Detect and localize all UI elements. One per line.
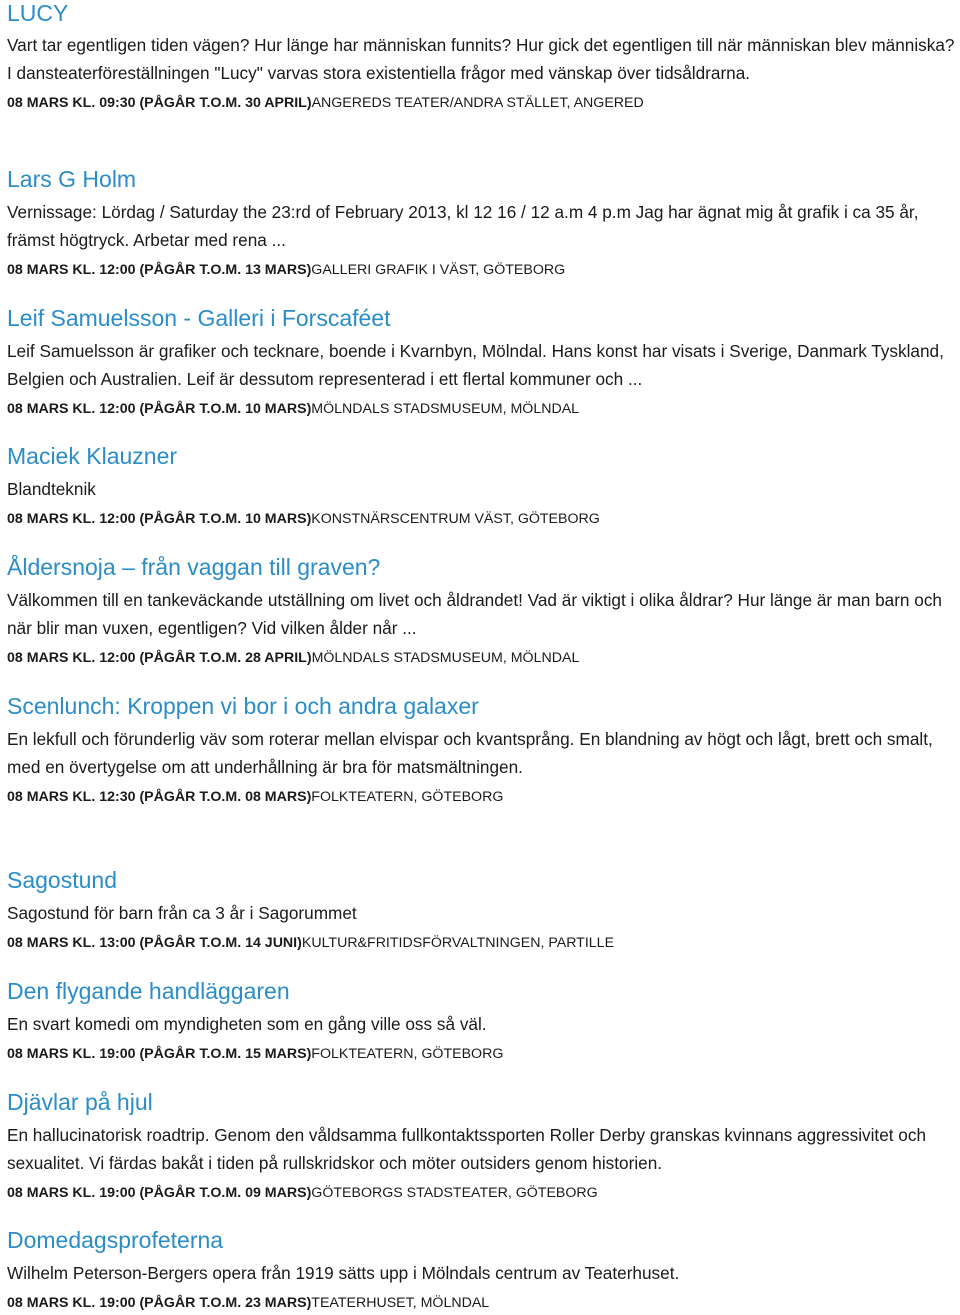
event-meta <box>7 1182 957 1204</box>
event-when: 08 MARS KL. 09:30 (PÅGÅR T.O.M. 30 APRIL) <box>7 95 312 111</box>
event-meta <box>7 1043 957 1065</box>
event-when: 08 MARS KL. 12:30 (PÅGÅR T.O.M. 08 MARS) <box>7 789 312 805</box>
event-meta <box>7 259 957 281</box>
event-title[interactable]: Domedagsprofeterna <box>7 1227 224 1253</box>
event-when: 08 MARS KL. 13:00 (PÅGÅR T.O.M. 14 JUNI) <box>7 935 302 951</box>
event-description: Vernissage: Lördag / Saturday the 23:rd of February 2013, kl 12 16 / 12 a.m 4 p.m Jag har ägnat mig åt grafik i ca 35 år, främst högtryck. Arbetar med rena ... <box>7 202 919 250</box>
event-description: Wilhelm Peterson-Bergers opera från 1919 sätts upp i Mölndals centrum av Teaterhuset. <box>7 1263 680 1283</box>
event-when: 08 MARS KL. 12:00 (PÅGÅR T.O.M. 10 MARS) <box>7 401 312 417</box>
event-title[interactable]: Lars G Holm <box>7 166 137 192</box>
event-item <box>7 305 957 420</box>
event-where: MÖLNDALS STADSMUSEUM, MÖLNDAL <box>311 401 580 417</box>
event-item <box>7 867 957 954</box>
event-where: KONSTNÄRSCENTRUM VÄST, GÖTEBORG <box>311 511 600 527</box>
event-description: Välkommen till en tankeväckande utställning om livet och åldrandet! Vad är viktigt i olika åldrar? Hur länge är man barn och när blir man vuxen, egentligen? Vid vilken ålder når ... <box>7 590 942 638</box>
event-item <box>7 693 957 808</box>
event-title[interactable]: Åldersnoja – från vaggan till graven? <box>7 554 381 580</box>
event-description: En lekfull och förunderlig väv som roterar mellan elvispar och kvantsprång. En blandning av högt och lågt, brett och smalt, med en övertygelse om att underhållning är bra för matsmältningen. <box>7 729 933 777</box>
event-meta <box>7 647 957 669</box>
event-meta <box>7 1292 957 1314</box>
event-description: Blandteknik <box>7 479 96 499</box>
event-when: 08 MARS KL. 12:00 (PÅGÅR T.O.M. 28 APRIL) <box>7 650 312 666</box>
event-description: En hallucinatorisk roadtrip. Genom den våldsamma fullkontaktssporten Roller Derby granskas kvinnans aggressivitet och sexualitet. Vi färdas bakåt i tiden på rullskridskor och möter outsiders genom historien. <box>7 1125 927 1173</box>
event-title[interactable]: Sagostund <box>7 867 117 893</box>
event-meta <box>7 508 957 530</box>
event-meta <box>7 786 957 808</box>
event-where: FOLKTEATERN, GÖTEBORG <box>311 1046 504 1062</box>
event-description: Vart tar egentligen tiden vägen? Hur länge har människan funnits? Hur gick det egentligen till när människan blev människa? I dansteaterföreställningen "Lucy" varvas stora existentiella frågor med vänskap över tidsåldrarna. <box>7 35 955 83</box>
event-where: KULTUR&FRITIDSFÖRVALTNINGEN, PARTILLE <box>301 935 615 951</box>
event-meta <box>7 398 957 420</box>
event-where: TEATERHUSET, MÖLNDAL <box>311 1295 490 1311</box>
event-where: ANGEREDS TEATER/ANDRA STÄLLET, ANGERED <box>311 95 644 111</box>
event-title[interactable]: Djävlar på hjul <box>7 1089 153 1115</box>
event-description: Sagostund för barn från ca 3 år i Sagorummet <box>7 903 357 923</box>
event-item <box>7 443 957 530</box>
event-item <box>7 1227 957 1314</box>
event-when: 08 MARS KL. 19:00 (PÅGÅR T.O.M. 09 MARS) <box>7 1185 312 1201</box>
event-title[interactable]: Maciek Klauzner <box>7 443 178 469</box>
event-description: En svart komedi om myndigheten som en gång ville oss så väl. <box>7 1014 487 1034</box>
event-title[interactable]: Leif Samuelsson - Galleri i Forscaféet <box>7 305 391 331</box>
event-where: MÖLNDALS STADSMUSEUM, MÖLNDAL <box>311 650 580 666</box>
event-meta <box>7 932 957 954</box>
event-when: 08 MARS KL. 19:00 (PÅGÅR T.O.M. 23 MARS) <box>7 1295 312 1311</box>
event-when: 08 MARS KL. 12:00 (PÅGÅR T.O.M. 10 MARS) <box>7 511 312 527</box>
event-where: GALLERI GRAFIK I VÄST, GÖTEBORG <box>311 262 566 278</box>
event-item <box>7 1089 957 1204</box>
event-description: Leif Samuelsson är grafiker och tecknare, boende i Kvarnbyn, Mölndal. Hans konst har visats i Sverige, Danmark Tyskland, Belgien och Australien. Leif är dessutom representerad i ett flertal kommuner och ... <box>7 341 944 389</box>
event-title[interactable]: LUCY <box>7 0 69 26</box>
event-where: FOLKTEATERN, GÖTEBORG <box>311 789 504 805</box>
event-item <box>7 0 957 114</box>
event-title[interactable]: Den flygande handläggaren <box>7 978 290 1004</box>
event-title[interactable]: Scenlunch: Kroppen vi bor i och andra galaxer <box>7 693 479 719</box>
event-when: 08 MARS KL. 12:00 (PÅGÅR T.O.M. 13 MARS) <box>7 262 312 278</box>
event-meta <box>7 92 957 114</box>
event-when: 08 MARS KL. 19:00 (PÅGÅR T.O.M. 15 MARS) <box>7 1046 312 1062</box>
event-item <box>7 978 957 1065</box>
event-item <box>7 554 957 669</box>
event-item <box>7 166 957 281</box>
event-where: GÖTEBORGS STADSTEATER, GÖTEBORG <box>311 1185 598 1201</box>
